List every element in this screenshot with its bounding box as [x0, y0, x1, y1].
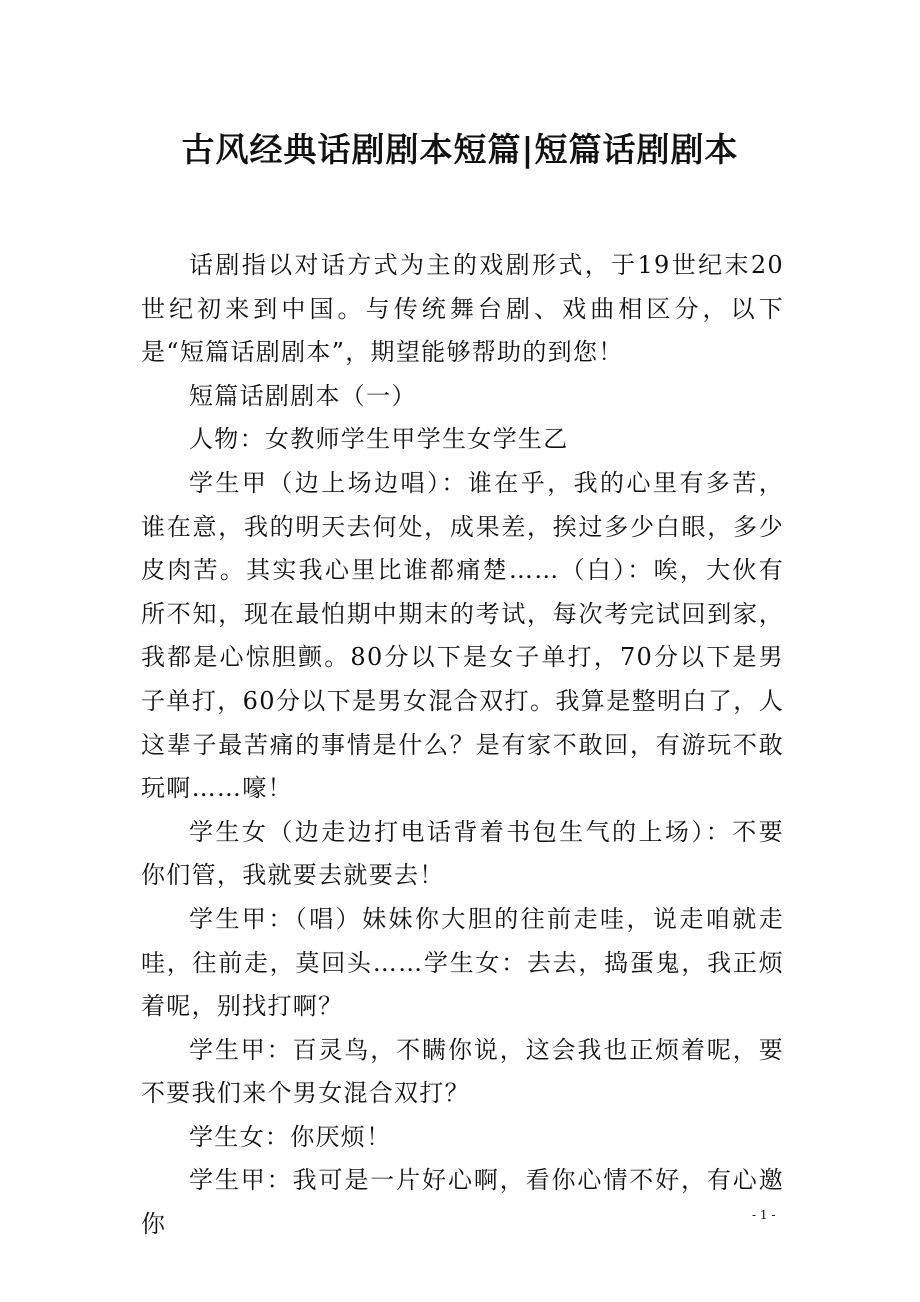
paragraph-dialogue: 学生女：你厌烦！: [189, 1122, 392, 1151]
paragraph-dialogue: 学生甲：（唱）妹妹你大胆的往前走哇，说走咱就走哇，往前走，莫回头……学生女：去去，捣蛋鬼，我正烦着呢，别找打啊？: [141, 904, 784, 1021]
paragraph-dialogue: 学生甲：我可是一片好心啊，看你心情不好，有心邀你: [141, 1166, 784, 1239]
paragraph-dialogue: 学生女（边走边打电话背着书包生气的上场）：不要你们管，我就要去就要去！: [141, 817, 784, 890]
document-title: 古风经典话剧剧本短篇|短篇话剧剧本: [181, 130, 739, 169]
paragraph-dialogue: 学生甲：百灵鸟，不瞒你说，这会我也正烦着呢，要不要我们来个男女混合双打？: [141, 1035, 784, 1108]
paragraph-intro: 话剧指以对话方式为主的戏剧形式，于19世纪末20世纪初来到中国。与传统舞台剧、戏曲相区分，以下是“短篇话剧剧本”，期望能够帮助的到您！: [141, 251, 784, 367]
paragraph-dialogue: 学生甲（边上场边唱）：谁在乎，我的心里有多苦，谁在意，我的明天去何处，成果差，挨过多少白眼，多少皮肉苦。其实我心里比谁都痛楚……（白）：唉，大伙有所不知，现在最怕期中期末的考试，每次考完试回到家，我都是心惊胆颤。80分以下是女子单打，70分以下是男子单打，60分以下是男女混合双打。我算是整明白了，人这辈子最苦痛的事情是什么？是有家不敢回，有游玩不敢玩啊……嚎！: [141, 468, 784, 803]
document-body: [141, 244, 784, 1247]
paragraph-characters: 人物：女教师学生甲学生女学生乙: [189, 425, 569, 454]
page-number: - 1 -: [752, 1208, 776, 1222]
paragraph-section-heading: 短篇话剧剧本（一）: [189, 381, 417, 410]
